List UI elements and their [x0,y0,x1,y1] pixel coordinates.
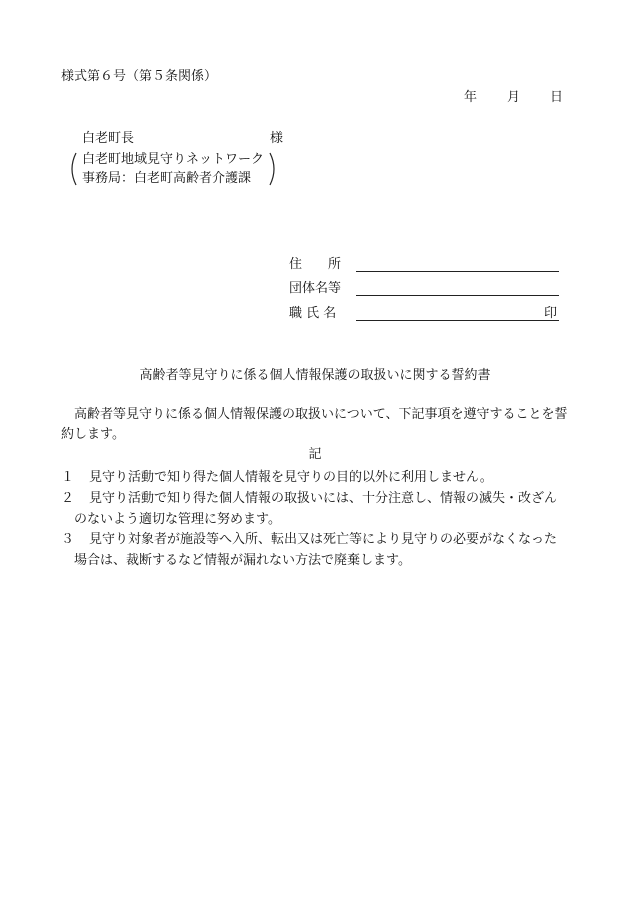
addressee-network: 白老町地域見守りネットワーク [82,152,265,167]
pledge-item-text: 見守り活動で知り得た個人情報の取扱いには、十分注意し、情報の滅失・改ざん [89,491,558,506]
pledge-item-continuation: 場合は、裁断するなど情報が漏れない方法で廃棄します。 [74,553,411,568]
date-day: 日 [550,90,564,105]
date-year: 年 [464,90,478,105]
org-label: 団体名等 [289,281,342,296]
form-number: 様式第６号（第５条関係） [61,69,218,84]
seal-mark: 印 [544,306,558,321]
addressee-honorific: 様 [270,131,284,146]
ki-heading: 記 [308,447,322,462]
address-field[interactable] [356,256,559,272]
pledge-item-text: 見守り活動で知り得た個人情報を見守りの目的以外に利用しません。 [89,470,493,485]
name-field[interactable] [356,305,559,321]
name-label: 職 氏 名 [289,306,337,321]
document-title: 高齢者等見守りに係る個人情報保護の取扱いに関する誓約書 [139,368,491,383]
right-paren-bracket [268,152,280,186]
pledge-item-number: ３ [61,532,75,547]
addressee-office: 事務局：白老町高齢者介護課 [82,171,252,186]
pledge-item-number: １ [61,470,75,485]
pledge-item-2 [61,488,573,530]
pledge-item-text: 見守り対象者が施設等へ入所、転出又は死亡等により見守りの必要がなくなった [89,532,558,547]
pledge-item-continuation: のないよう適切な管理に努めます。 [74,512,281,527]
address-label: 住 所 [289,257,342,272]
pledge-item-3 [61,529,573,571]
addressee-name: 白老町長 [82,131,135,146]
left-paren-bracket [66,152,78,186]
date-fields [464,89,563,107]
date-month: 月 [507,90,521,105]
pledge-intro: 高齢者等見守りに係る個人情報保護の取扱いについて、下記事項を遵守することを誓約します。 [61,407,568,442]
pledge-item-number: ２ [61,491,75,506]
pledge-item-1 [61,467,573,488]
org-field[interactable] [356,280,559,296]
